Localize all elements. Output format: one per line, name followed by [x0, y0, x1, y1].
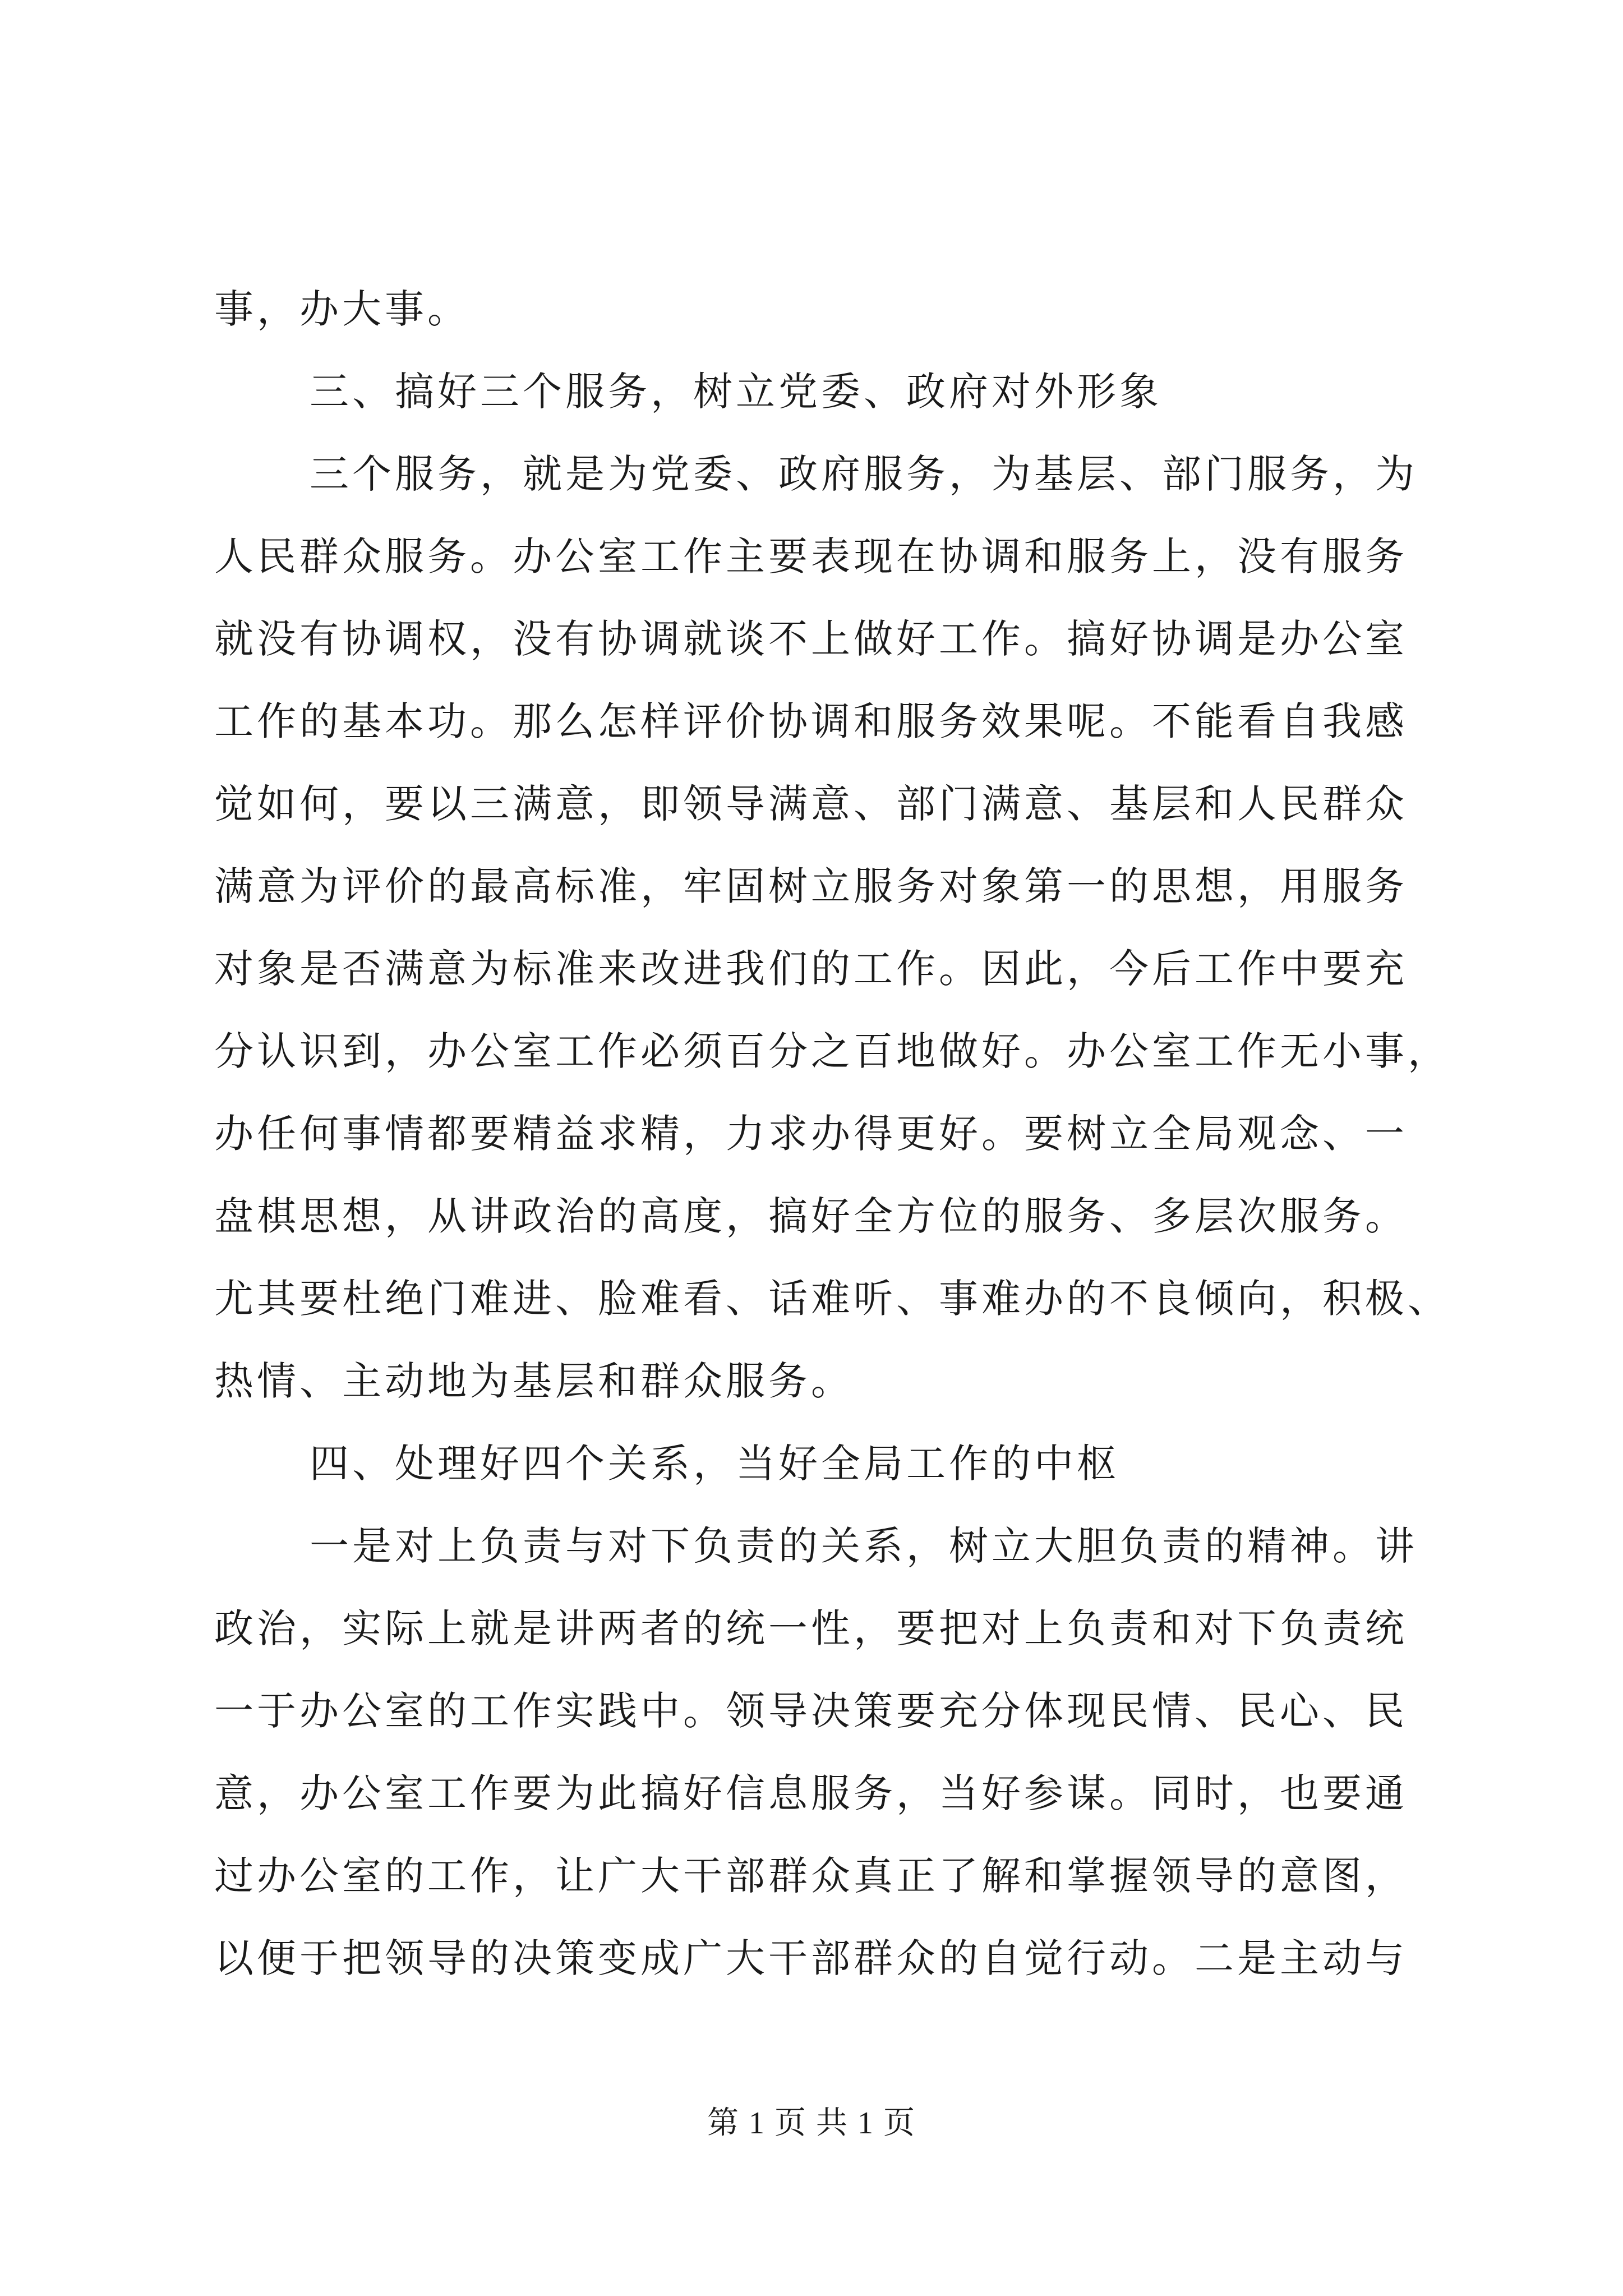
text-line: 以便于把领导的决策变成广大干部群众的自觉行动。二是主动与	[214, 1935, 1408, 1981]
text-line: 对象是否满意为标准来改进我们的工作。因此，今后工作中要充	[214, 946, 1408, 992]
page-number-footer: 第 1 页 共 1 页	[707, 2106, 916, 2141]
text-line: 分认识到，办公室工作必须百分之百地做好。办公室工作无小事，	[214, 1028, 1450, 1074]
section-heading: 三、搞好三个服务，树立党委、政府对外形象	[310, 369, 1162, 415]
document-body	[214, 268, 1450, 2000]
text-line: 一于办公室的工作实践中。领导决策要充分体现民情、民心、民	[214, 1688, 1408, 1734]
text-line: 事，办大事。	[214, 286, 470, 332]
text-line: 一是对上负责与对下负责的关系，树立大胆负责的精神。讲	[310, 1523, 1418, 1569]
text-line: 工作的基本功。那么怎样评价协调和服务效果呢。不能看自我感	[214, 698, 1408, 744]
text-line: 意，办公室工作要为此搞好信息服务，当好参谋。同时，也要通	[214, 1770, 1408, 1816]
text-line: 就没有协调权，没有协调就谈不上做好工作。搞好协调是办公室	[214, 616, 1408, 662]
section-heading: 四、处理好四个关系，当好全局工作的中枢	[310, 1441, 1119, 1487]
text-line: 尤其要杜绝门难进、脸难看、话难听、事难办的不良倾向，积极、	[214, 1276, 1450, 1322]
text-line: 人民群众服务。办公室工作主要表现在协调和服务上，没有服务	[214, 533, 1408, 579]
text-line: 办任何事情都要精益求精，力求办得更好。要树立全局观念、一	[214, 1111, 1408, 1157]
text-line: 过办公室的工作，让广大干部群众真正了解和掌握领导的意图，	[214, 1853, 1408, 1899]
text-line: 觉如何，要以三满意，即领导满意、部门满意、基层和人民群众	[214, 781, 1408, 827]
text-line: 热情、主动地为基层和群众服务。	[214, 1358, 854, 1404]
text-line: 三个服务，就是为党委、政府服务，为基层、部门服务，为	[310, 451, 1418, 497]
text-line: 政治，实际上就是讲两者的统一性，要把对上负责和对下负责统	[214, 1605, 1408, 1651]
text-line: 满意为评价的最高标准，牢固树立服务对象第一的思想，用服务	[214, 863, 1408, 909]
text-line: 盘棋思想，从讲政治的高度，搞好全方位的服务、多层次服务。	[214, 1193, 1408, 1239]
